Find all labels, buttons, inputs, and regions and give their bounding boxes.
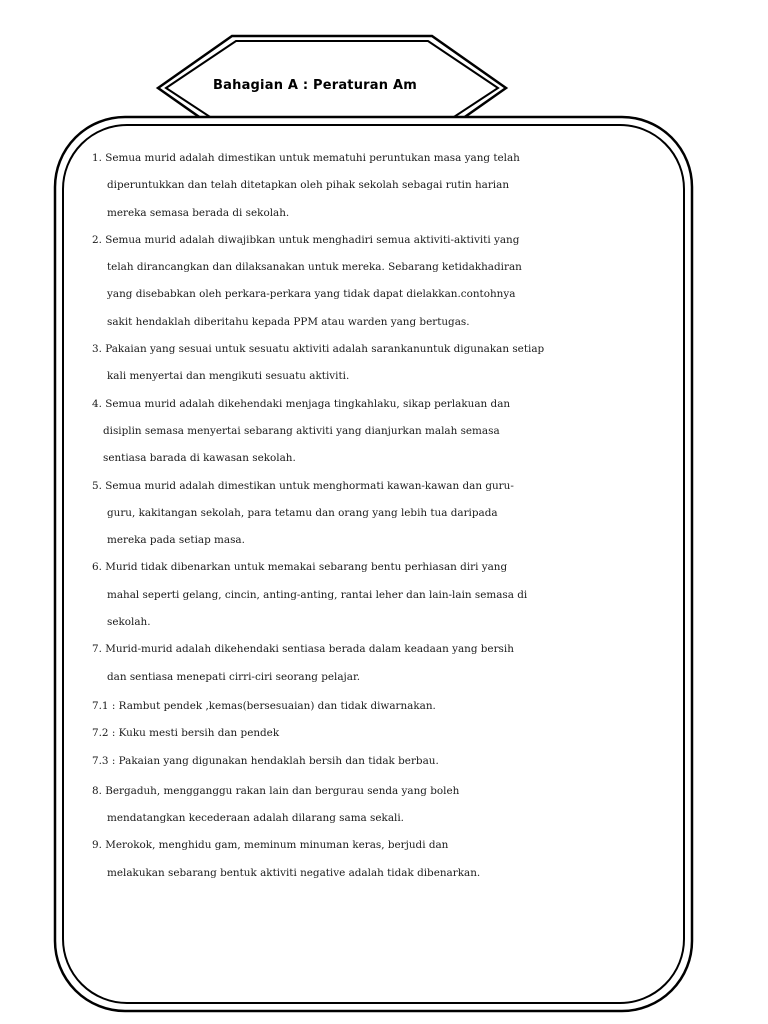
rule-line: yang disebabkan oleh perkara-perkara yang tidak dapat dielakkan.contohnya <box>107 288 516 301</box>
rule-line: 3. Pakaian yang sesuai untuk sesuatu aktiviti adalah sarankanuntuk digunakan setiap <box>92 343 545 356</box>
rules-list <box>92 145 545 887</box>
rule-line: 2. Semua murid adalah diwajibkan untuk menghadiri semua aktiviti-aktiviti yang <box>92 233 520 246</box>
rule-line: mereka pada setiap masa. <box>107 534 245 547</box>
rule-item <box>92 473 542 555</box>
rule-line: sakit hendaklah diberitahu kepada PPM atau warden yang bertugas. <box>107 315 470 328</box>
rule-item <box>92 636 542 691</box>
rule-item <box>92 554 542 636</box>
rule-line: melakukan sebarang bentuk aktiviti negative adalah tidak dibenarkan. <box>107 866 481 879</box>
rule-line: sentiasa barada di kawasan sekolah. <box>103 452 296 465</box>
rule-line: 1. Semua murid adalah dimestikan untuk mematuhi peruntukan masa yang telah <box>92 152 520 164</box>
rule-line: 8. Bergaduh, mengganggu rakan lain dan bergurau senda yang boleh <box>92 784 460 797</box>
rule-item <box>92 227 542 336</box>
rule-line: 9. Merokok, menghidu gam, meminum minuman keras, berjudi dan <box>92 839 449 852</box>
rule-line: diperuntukkan dan telah ditetapkan oleh pihak sekolah sebagai rutin harian <box>107 179 510 192</box>
rule-line: mahal seperti gelang, cincin, anting-anting, rantai leher dan lain-lain semasa di <box>107 588 528 601</box>
rule-line: 7. Murid-murid adalah dikehendaki sentiasa berada dalam keadaan yang bersih <box>92 643 514 656</box>
page-title: Bahagian A : Peraturan Am <box>213 78 417 93</box>
rule-item <box>92 145 542 227</box>
rule-line: dan sentiasa menepati cirri-ciri seorang pelajar. <box>107 670 361 683</box>
subrule-item <box>92 693 542 775</box>
rule-line: mendatangkan kecederaan adalah dilarang sama sekali. <box>107 812 404 825</box>
rule-line: telah dirancangkan dan dilaksanakan untuk mereka. Sebarang ketidakhadiran <box>107 261 522 274</box>
rule-item <box>92 778 542 833</box>
subrule-line: 7.3 : Pakaian yang digunakan hendaklah bersih dan tidak berbau. <box>92 754 439 767</box>
subrule-line: 7.1 : Rambut pendek ,kemas(bersesuaian) dan tidak diwarnakan. <box>92 699 436 712</box>
rule-line: guru, kakitangan sekolah, para tetamu dan orang yang lebih tua daripada <box>107 506 498 519</box>
rule-line: mereka semasa berada di sekolah. <box>107 206 290 219</box>
rule-line: kali menyertai dan mengikuti sesuatu aktiviti. <box>107 370 350 383</box>
rule-line: disiplin semasa menyertai sebarang aktiviti yang dianjurkan malah semasa <box>103 424 500 437</box>
rule-item <box>92 832 542 887</box>
rule-item <box>92 336 545 391</box>
rule-line: 5. Semua murid adalah dimestikan untuk menghormati kawan-kawan dan guru- <box>92 479 514 492</box>
rule-item <box>92 391 542 473</box>
rule-line: 4. Semua murid adalah dikehendaki menjaga tingkahlaku, sikap perlakuan dan <box>92 397 511 410</box>
rule-line: 6. Murid tidak dibenarkan untuk memakai sebarang bentu perhiasan diri yang <box>92 561 508 574</box>
rule-line: sekolah. <box>107 616 151 629</box>
subrule-line: 7.2 : Kuku mesti bersih dan pendek <box>92 727 280 740</box>
